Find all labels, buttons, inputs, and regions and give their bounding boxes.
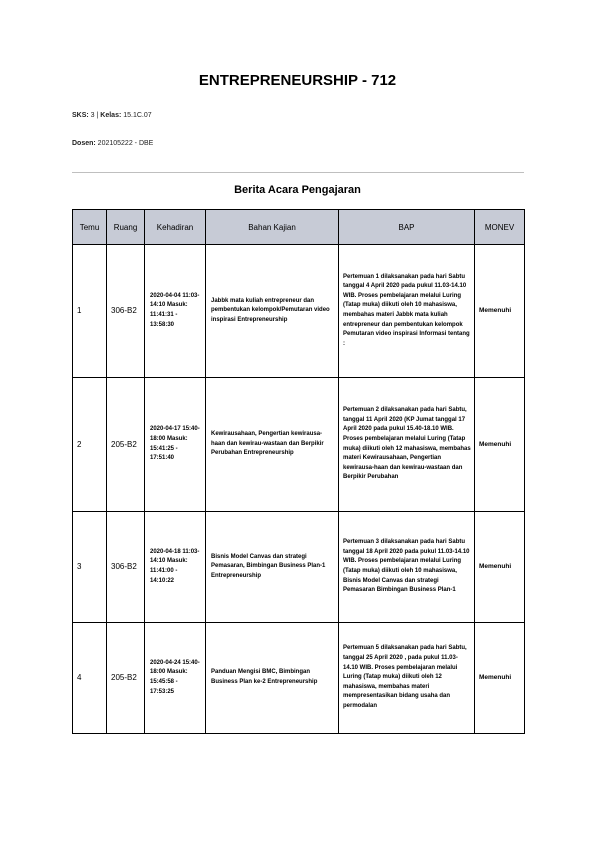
cell-temu: 2 [73, 378, 107, 512]
page-title: ENTREPRENEURSHIP - 712 [198, 72, 397, 89]
sks-label: SKS: [72, 112, 89, 119]
kelas-value: 15.1C.07 [121, 112, 152, 119]
cell-monev: Memenuhi [475, 378, 525, 512]
cell-ruang: 306-B2 [107, 245, 145, 378]
cell-monev: Memenuhi [475, 245, 525, 378]
attendance-table [72, 209, 525, 734]
cell-kehadiran: 2020-04-17 15:40-18:00 Masuk: 15:41:25 - 17:51:40 [145, 378, 206, 512]
cell-bap: Pertemuan 5 dilaksanakan pada hari Sabtu, tanggal 25 April 2020 , pada pukul 11.03-14.10 WIB. Proses pembelajaran melalui Luring (Tatap muka) diikuti oleh 12 mahasiswa, membahas materi mempresentasikan bidang usaha dan permodalan [339, 623, 475, 734]
header-kehadiran: Kehadiran [145, 210, 206, 245]
cell-ruang: 205-B2 [107, 378, 145, 512]
divider [72, 172, 524, 173]
cell-kehadiran: 2020-04-04 11:03-14:10 Masuk: 11:41:31 - 13:58:30 [145, 245, 206, 378]
table-header-row [73, 210, 525, 245]
header-temu: Temu [73, 210, 107, 245]
cell-bap: Pertemuan 3 dilaksanakan pada hari Sabtu tanggal 18 April 2020 pada pukul 11.03-14.10 WIB. Proses pembelajaran melalui Luring (Tatap muka) diikuti oleh 10 mahasiswa, Bisnis Model Canvas dan strategi Pemasaran Bimbingan Business Plan-1 [339, 512, 475, 623]
cell-kehadiran: 2020-04-24 15:40-18:00 Masuk: 15:45:58 - 17:53:25 [145, 623, 206, 734]
header-monev: MONEV [475, 210, 525, 245]
course-info [72, 112, 152, 119]
cell-ruang: 306-B2 [107, 512, 145, 623]
dosen-value: 202105222 - DBE [95, 140, 154, 147]
lecturer-info [72, 140, 153, 147]
cell-temu: 4 [73, 623, 107, 734]
cell-monev: Memenuhi [475, 623, 525, 734]
sks-value: 3 | [88, 112, 101, 119]
header-ruang: Ruang [107, 210, 145, 245]
table-row [73, 245, 525, 378]
cell-bap: Pertemuan 2 dilaksanakan pada hari Sabtu, tanggal 11 April 2020 (KP Jumat tanggal 17 April 2020 pada pukul 15.40-18.10 WIB. Proses pembelajaran melalui Luring (Tatap muka) diikuti oleh 12 mahasiswa, membahas materi Kewirausahaan, Pengertian kewirausa-haan dan kewirau-wastaan dan Berpikir Perubahan [339, 378, 475, 512]
header-bahan-kajian: Bahan Kajian [206, 210, 339, 245]
cell-bahan-kajian: Panduan Mengisi BMC, Bimbingan Business Plan ke-2 Entrepreneurship [206, 623, 339, 734]
table-row [73, 623, 525, 734]
cell-ruang: 205-B2 [107, 623, 145, 734]
cell-bahan-kajian: Kewirausahaan, Pengertian kewirausa-haan dan kewirau-wastaan dan Berpikir Perubahan Entrepreneurship [206, 378, 339, 512]
cell-bahan-kajian: Bisnis Model Canvas dan strategi Pemasaran, Bimbingan Business Plan-1 Entrepreneurship [206, 512, 339, 623]
cell-monev: Memenuhi [475, 512, 525, 623]
kelas-label: Kelas: [100, 112, 122, 119]
dosen-label: Dosen: [72, 140, 96, 147]
cell-temu: 3 [73, 512, 107, 623]
cell-kehadiran: 2020-04-18 11:03-14:10 Masuk: 11:41:00 - 14:10:22 [145, 512, 206, 623]
cell-bap: Pertemuan 1 dilaksanakan pada hari Sabtu tanggal 4 April 2020 pada pukul 11.03-14.10 WIB. Proses pembelajaran melalui Luring (Tatap muka) diikuti oleh 10 mahasiswa, membahas materi Jabbk mata kuliah entrepreneur dan pembentukan kelompok Pemutaran video inspirasi Informasi tentang : [339, 245, 475, 378]
section-title: Berita Acara Pengajaran [234, 184, 361, 196]
header-bap: BAP [339, 210, 475, 245]
table-row [73, 512, 525, 623]
cell-bahan-kajian: Jabbk mata kuliah entrepreneur dan pembentukan kelompok/Pemutaran video inspirasi Entrepreneurship [206, 245, 339, 378]
cell-temu: 1 [73, 245, 107, 378]
table-row [73, 378, 525, 512]
